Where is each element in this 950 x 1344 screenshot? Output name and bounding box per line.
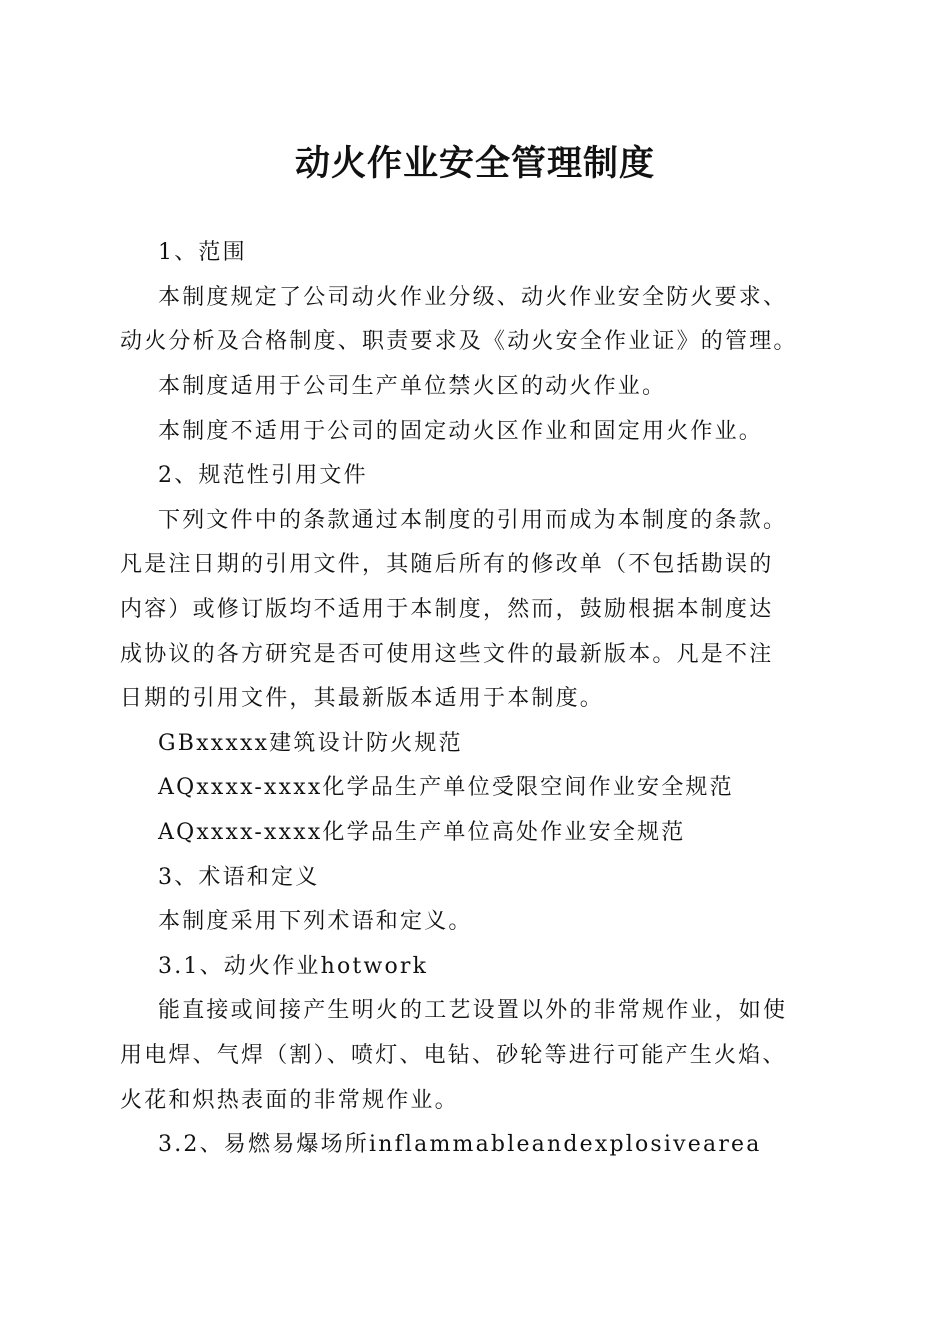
reference-item: AQxxxx-xxxx化学品生产单位受限空间作业安全规范 <box>158 775 734 800</box>
paragraph-line: 下列文件中的条款通过本制度的引用而成为本制度的条款。 <box>158 508 788 533</box>
subheading-explosive-area: 3.2、易燃易爆场所inflammableandexplosivearea <box>158 1132 762 1157</box>
paragraph-line: 内容）或修订版均不适用于本制度，然而，鼓励根据本制度达 <box>120 597 774 622</box>
paragraph-line: 日期的引用文件，其最新版本适用于本制度。 <box>120 686 605 711</box>
heading-terms: 3、术语和定义 <box>158 865 320 890</box>
reference-item: AQxxxx-xxxx化学品生产单位高处作业安全规范 <box>158 820 686 845</box>
paragraph-line: 火花和炽热表面的非常规作业。 <box>120 1088 459 1113</box>
subheading-hotwork: 3.1、动火作业hotwork <box>158 954 429 979</box>
paragraph-line: 本制度不适用于公司的固定动火区作业和固定用火作业。 <box>158 419 764 444</box>
paragraph-line: 成协议的各方研究是否可使用这些文件的最新版本。凡是不注 <box>120 642 774 667</box>
heading-scope: 1、范围 <box>158 240 247 265</box>
paragraph-line: 本制度适用于公司生产单位禁火区的动火作业。 <box>158 374 667 399</box>
paragraph-line: 动火分析及合格制度、职责要求及《动火安全作业证》的管理。 <box>120 329 798 354</box>
document-title: 动火作业安全管理制度 <box>294 143 655 184</box>
heading-references: 2、规范性引用文件 <box>158 463 368 488</box>
paragraph-line: 用电焊、气焊（割）、喷灯、电钻、砂轮等进行可能产生火焰、 <box>120 1043 787 1068</box>
paragraph-line: 本制度采用下列术语和定义。 <box>158 909 473 934</box>
paragraph-line: 能直接或间接产生明火的工艺设置以外的非常规作业，如使 <box>158 998 788 1023</box>
paragraph-line: 本制度规定了公司动火作业分级、动火作业安全防火要求、 <box>158 285 788 310</box>
reference-item: GBxxxxx建筑设计防火规范 <box>158 731 463 756</box>
paragraph-line: 凡是注日期的引用文件，其随后所有的修改单（不包括勘误的 <box>120 552 774 577</box>
